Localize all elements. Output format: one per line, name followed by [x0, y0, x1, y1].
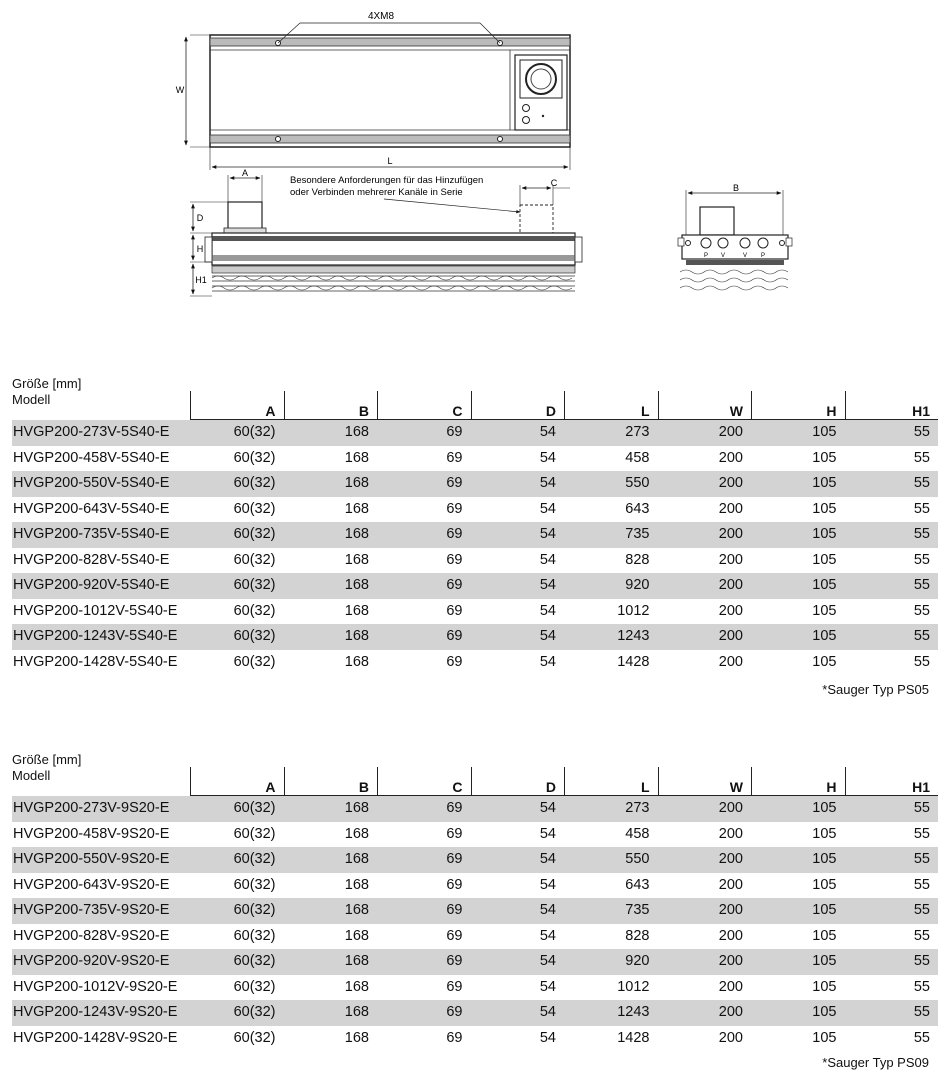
value-cell-a: 60(32) [233, 602, 276, 619]
value-cell-l: 735 [625, 526, 650, 542]
value-cell-b: 168 [344, 1004, 369, 1020]
value-cell-w: 200 [718, 551, 743, 568]
end-view [678, 183, 792, 290]
value-cell-w: 200 [718, 526, 743, 542]
value-cell-d: 54 [539, 825, 556, 842]
value-cell-l: 643 [625, 876, 650, 893]
value-cell-b: 168 [344, 526, 369, 542]
column-header-d: D [471, 767, 565, 795]
value-cell-w: 200 [718, 1004, 743, 1020]
value-cell-h1: 55 [913, 902, 930, 918]
model-cell: HVGP200-643V-9S20-E [13, 876, 170, 893]
spec-table-ps09 [12, 752, 938, 1051]
model-cell: HVGP200-920V-9S20-E [13, 953, 170, 969]
value-cell-c: 69 [446, 902, 463, 918]
dim-d-label: D [196, 213, 204, 223]
value-cell-l: 1243 [617, 628, 650, 644]
value-cell-h: 105 [812, 526, 837, 542]
model-cell: HVGP200-273V-5S40-E [13, 424, 170, 440]
value-cell-c: 69 [446, 927, 463, 944]
value-cell-a: 60(32) [233, 1029, 276, 1046]
value-cell-l: 550 [625, 851, 650, 867]
value-cell-w: 200 [718, 825, 743, 842]
value-cell-c: 69 [446, 449, 463, 466]
value-cell-h1: 55 [913, 424, 930, 440]
value-cell-h: 105 [812, 602, 837, 619]
value-cell-l: 1012 [617, 602, 650, 619]
value-cell-a: 60(32) [233, 953, 276, 969]
model-cell: HVGP200-1243V-9S20-E [13, 1004, 178, 1020]
model-cell: HVGP200-920V-5S40-E [13, 577, 170, 593]
value-cell-b: 168 [344, 876, 369, 893]
value-cell-a: 60(32) [233, 978, 276, 995]
table-row [12, 924, 938, 950]
value-cell-a: 60(32) [233, 653, 276, 670]
value-cell-h1: 55 [913, 1004, 930, 1020]
value-cell-h: 105 [812, 902, 837, 918]
value-cell-h1: 55 [913, 653, 930, 670]
value-cell-b: 168 [344, 577, 369, 593]
value-cell-a: 60(32) [233, 526, 276, 542]
value-cell-c: 69 [446, 424, 463, 440]
value-cell-h1: 55 [913, 551, 930, 568]
dim-a-label: A [241, 168, 249, 178]
value-cell-c: 69 [446, 653, 463, 670]
value-cell-w: 200 [718, 449, 743, 466]
value-cell-l: 458 [625, 825, 650, 842]
value-cell-w: 200 [718, 475, 743, 491]
value-cell-w: 200 [718, 602, 743, 619]
model-cell: HVGP200-458V-5S40-E [13, 449, 170, 466]
value-cell-a: 60(32) [233, 500, 276, 517]
value-cell-w: 200 [718, 851, 743, 867]
column-headers [190, 391, 938, 420]
table-row [12, 975, 938, 1001]
model-cell: HVGP200-643V-5S40-E [13, 500, 170, 517]
model-cell: HVGP200-735V-9S20-E [13, 902, 170, 918]
value-cell-d: 54 [539, 577, 556, 593]
model-cell: HVGP200-1243V-5S40-E [13, 628, 178, 644]
value-cell-w: 200 [718, 953, 743, 969]
value-cell-w: 200 [718, 978, 743, 995]
column-header-l: L [564, 767, 658, 795]
column-header-l: L [564, 391, 658, 419]
value-cell-d: 54 [539, 927, 556, 944]
table-row [12, 898, 938, 924]
value-cell-l: 1012 [617, 978, 650, 995]
port-label-4: P [760, 253, 766, 259]
value-cell-w: 200 [718, 628, 743, 644]
table-row [12, 548, 938, 574]
value-cell-h: 105 [812, 653, 837, 670]
value-cell-w: 200 [718, 424, 743, 440]
value-cell-b: 168 [344, 653, 369, 670]
footnote-ps09: *Sauger Typ PS09 [822, 1055, 929, 1070]
value-cell-w: 200 [718, 653, 743, 670]
dim-w-label: W [175, 85, 185, 95]
value-cell-h: 105 [812, 551, 837, 568]
dim-h1-label: H1 [195, 275, 207, 285]
column-header-w: W [658, 391, 752, 419]
column-header-d: D [471, 391, 565, 419]
model-cell: HVGP200-828V-5S40-E [13, 551, 170, 568]
value-cell-b: 168 [344, 551, 369, 568]
value-cell-a: 60(32) [233, 475, 276, 491]
model-cell: HVGP200-1428V-9S20-E [13, 1029, 178, 1046]
value-cell-d: 54 [539, 1029, 556, 1046]
value-cell-l: 1243 [617, 1004, 650, 1020]
value-cell-h: 105 [812, 577, 837, 593]
table-row [12, 446, 938, 472]
value-cell-d: 54 [539, 1004, 556, 1020]
table-row [12, 822, 938, 848]
model-cell: HVGP200-550V-9S20-E [13, 851, 170, 867]
value-cell-b: 168 [344, 475, 369, 491]
value-cell-h1: 55 [913, 526, 930, 542]
table-row [12, 573, 938, 599]
value-cell-h: 105 [812, 475, 837, 491]
value-cell-h: 105 [812, 449, 837, 466]
value-cell-w: 200 [718, 902, 743, 918]
model-cell: HVGP200-828V-9S20-E [13, 927, 170, 944]
value-cell-h: 105 [812, 424, 837, 440]
dim-l-label: L [387, 156, 393, 166]
value-cell-h1: 55 [913, 475, 930, 491]
dim-h-label: H [196, 244, 204, 254]
column-headers [190, 767, 938, 796]
value-cell-d: 54 [539, 628, 556, 644]
table-row [12, 847, 938, 873]
value-cell-h1: 55 [913, 978, 930, 995]
value-cell-h: 105 [812, 876, 837, 893]
value-cell-w: 200 [718, 876, 743, 893]
model-cell: HVGP200-273V-9S20-E [13, 800, 170, 816]
table-header [12, 376, 938, 420]
value-cell-l: 550 [625, 475, 650, 491]
value-cell-b: 168 [344, 424, 369, 440]
value-cell-d: 54 [539, 526, 556, 542]
size-label: Größe [mm] [12, 752, 82, 767]
value-cell-d: 54 [539, 800, 556, 816]
value-cell-b: 168 [344, 1029, 369, 1046]
value-cell-c: 69 [446, 628, 463, 644]
table-row [12, 471, 938, 497]
model-cell: HVGP200-550V-5S40-E [13, 475, 170, 491]
value-cell-l: 1428 [617, 653, 650, 670]
dim-c-label: C [550, 178, 558, 188]
value-cell-a: 60(32) [233, 628, 276, 644]
value-cell-l: 920 [625, 577, 650, 593]
table-row [12, 873, 938, 899]
value-cell-d: 54 [539, 602, 556, 619]
value-cell-a: 60(32) [233, 851, 276, 867]
value-cell-w: 200 [718, 500, 743, 517]
value-cell-d: 54 [539, 902, 556, 918]
value-cell-h1: 55 [913, 449, 930, 466]
port-label-2: V [720, 253, 726, 259]
value-cell-d: 54 [539, 475, 556, 491]
value-cell-h1: 55 [913, 577, 930, 593]
table-row [12, 796, 938, 822]
value-cell-h1: 55 [913, 628, 930, 644]
value-cell-d: 54 [539, 424, 556, 440]
footnote-ps05: *Sauger Typ PS05 [822, 682, 929, 697]
value-cell-d: 54 [539, 500, 556, 517]
table-row [12, 1026, 938, 1052]
table-body [12, 796, 938, 1051]
column-header-b: B [284, 767, 378, 795]
value-cell-l: 1428 [617, 1029, 650, 1046]
value-cell-l: 920 [625, 953, 650, 969]
value-cell-a: 60(32) [233, 927, 276, 944]
model-label: Modell [12, 768, 51, 783]
table-row [12, 624, 938, 650]
table-row [12, 650, 938, 676]
value-cell-h: 105 [812, 1004, 837, 1020]
value-cell-c: 69 [446, 825, 463, 842]
value-cell-w: 200 [718, 927, 743, 944]
value-cell-a: 60(32) [233, 800, 276, 816]
value-cell-w: 200 [718, 1029, 743, 1046]
value-cell-h1: 55 [913, 953, 930, 969]
value-cell-h: 105 [812, 953, 837, 969]
value-cell-a: 60(32) [233, 1004, 276, 1020]
value-cell-w: 200 [718, 577, 743, 593]
value-cell-h1: 55 [913, 876, 930, 893]
table-row [12, 1000, 938, 1026]
model-cell: HVGP200-735V-5S40-E [13, 526, 170, 542]
table-row [12, 949, 938, 975]
value-cell-c: 69 [446, 978, 463, 995]
value-cell-h: 105 [812, 825, 837, 842]
value-cell-c: 69 [446, 602, 463, 619]
column-header-w: W [658, 767, 752, 795]
value-cell-l: 828 [625, 927, 650, 944]
table-body [12, 420, 938, 675]
value-cell-w: 200 [718, 800, 743, 816]
value-cell-c: 69 [446, 953, 463, 969]
value-cell-c: 69 [446, 577, 463, 593]
column-header-h1: H1 [845, 767, 939, 795]
spec-table-ps05 [12, 376, 938, 675]
top-view [176, 11, 570, 170]
value-cell-h1: 55 [913, 500, 930, 517]
table-row [12, 497, 938, 523]
value-cell-b: 168 [344, 800, 369, 816]
value-cell-h: 105 [812, 628, 837, 644]
value-cell-b: 168 [344, 902, 369, 918]
value-cell-h1: 55 [913, 927, 930, 944]
column-header-b: B [284, 391, 378, 419]
value-cell-h1: 55 [913, 851, 930, 867]
value-cell-b: 168 [344, 825, 369, 842]
column-header-h: H [751, 767, 845, 795]
value-cell-c: 69 [446, 500, 463, 517]
value-cell-c: 69 [446, 851, 463, 867]
side-view [190, 168, 582, 296]
value-cell-b: 168 [344, 953, 369, 969]
value-cell-h1: 55 [913, 602, 930, 619]
value-cell-l: 828 [625, 551, 650, 568]
value-cell-h: 105 [812, 978, 837, 995]
value-cell-h1: 55 [913, 825, 930, 842]
technical-drawing [0, 0, 945, 320]
value-cell-d: 54 [539, 876, 556, 893]
column-header-a: A [190, 767, 284, 795]
value-cell-h: 105 [812, 851, 837, 867]
value-cell-l: 458 [625, 449, 650, 466]
column-header-h1: H1 [845, 391, 939, 419]
port-label-3: V [742, 253, 748, 259]
hole-note: 4XM8 [367, 11, 395, 22]
value-cell-h: 105 [812, 1029, 837, 1046]
value-cell-l: 273 [625, 424, 650, 440]
value-cell-c: 69 [446, 876, 463, 893]
column-header-c: C [377, 391, 471, 419]
value-cell-b: 168 [344, 927, 369, 944]
column-header-a: A [190, 391, 284, 419]
value-cell-h1: 55 [913, 800, 930, 816]
dim-b-label: B [732, 183, 740, 193]
table-row [12, 522, 938, 548]
model-label: Modell [12, 392, 51, 407]
value-cell-d: 54 [539, 851, 556, 867]
value-cell-a: 60(32) [233, 424, 276, 440]
model-cell: HVGP200-458V-9S20-E [13, 825, 170, 842]
value-cell-l: 643 [625, 500, 650, 517]
value-cell-a: 60(32) [233, 902, 276, 918]
table-header [12, 752, 938, 796]
value-cell-b: 168 [344, 500, 369, 517]
value-cell-c: 69 [446, 526, 463, 542]
model-cell: HVGP200-1012V-5S40-E [13, 602, 178, 619]
value-cell-d: 54 [539, 551, 556, 568]
annotation-line-1: Besondere Anforderungen für das Hinzufügen [290, 175, 484, 186]
model-cell: HVGP200-1428V-5S40-E [13, 653, 178, 670]
value-cell-l: 273 [625, 800, 650, 816]
value-cell-d: 54 [539, 978, 556, 995]
value-cell-d: 54 [539, 953, 556, 969]
value-cell-c: 69 [446, 800, 463, 816]
value-cell-a: 60(32) [233, 876, 276, 893]
value-cell-d: 54 [539, 449, 556, 466]
table-row [12, 420, 938, 446]
value-cell-h1: 55 [913, 1029, 930, 1046]
value-cell-h: 105 [812, 800, 837, 816]
table-row [12, 599, 938, 625]
value-cell-b: 168 [344, 851, 369, 867]
value-cell-b: 168 [344, 449, 369, 466]
column-header-h: H [751, 391, 845, 419]
value-cell-h: 105 [812, 500, 837, 517]
value-cell-h: 105 [812, 927, 837, 944]
value-cell-b: 168 [344, 602, 369, 619]
value-cell-a: 60(32) [233, 577, 276, 593]
value-cell-b: 168 [344, 628, 369, 644]
value-cell-a: 60(32) [233, 551, 276, 568]
value-cell-c: 69 [446, 551, 463, 568]
value-cell-c: 69 [446, 1004, 463, 1020]
value-cell-b: 168 [344, 978, 369, 995]
column-header-c: C [377, 767, 471, 795]
value-cell-c: 69 [446, 475, 463, 491]
size-label: Größe [mm] [12, 376, 82, 391]
model-cell: HVGP200-1012V-9S20-E [13, 978, 178, 995]
annotation-line-2: oder Verbinden mehrerer Kanäle in Serie [290, 187, 463, 198]
value-cell-c: 69 [446, 1029, 463, 1046]
value-cell-d: 54 [539, 653, 556, 670]
port-label-1: P [703, 253, 709, 259]
value-cell-a: 60(32) [233, 449, 276, 466]
value-cell-a: 60(32) [233, 825, 276, 842]
value-cell-l: 735 [625, 902, 650, 918]
